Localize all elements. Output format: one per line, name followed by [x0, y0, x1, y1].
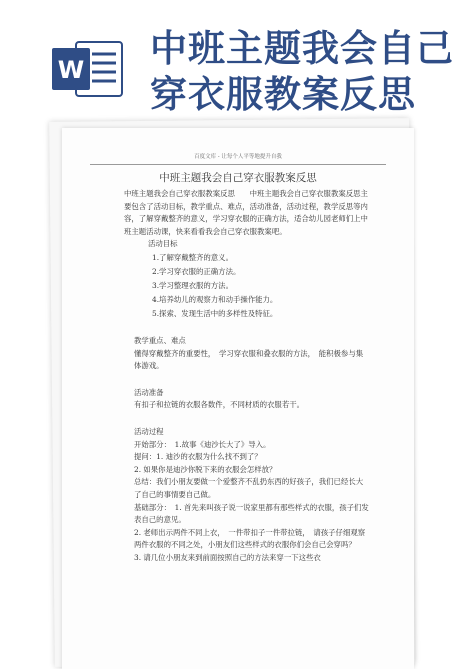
goals-heading: 活动目标 — [148, 239, 178, 249]
document-page — [62, 128, 414, 669]
process-step: 开始部分： 1.故事《迪沙长大了》导入。 — [134, 439, 271, 449]
intro-paragraph: 中班主题我会自己穿衣服教案反思 中班主题我会自己穿衣服教案反思主要包含了活动目标，教学重点、难点，活动准备，活动过程，教学反思等内容，了解穿戴整齐的意义，学习穿衣服的正确方法，适合幼儿园老师们上中班主题活动课，快来看看我会自己穿衣服教案吧。 — [124, 189, 368, 236]
document-body — [124, 188, 370, 564]
word-document-icon — [48, 36, 128, 102]
banner-title — [150, 26, 460, 118]
process-step: 2. 如果你是迪沙你脱下来的衣服会怎样放？ — [134, 464, 277, 474]
process-step: 总结：我们小朋友要做一个爱整齐不乱扔东西的好孩子，我们已经长大了自己的事情要自己做。 — [134, 477, 364, 499]
process-heading: 活动过程 — [134, 426, 164, 436]
process-step: 提问：1. 迪沙的衣服为什么找不到了？ — [134, 452, 262, 462]
goal-item: 4.培养幼儿的观察力和动手操作能力。 — [152, 294, 278, 304]
banner-title-line-2: 穿衣服教案反思 — [150, 73, 416, 116]
key-points-text: 懂得穿戴整齐的重要性， 学习穿衣服和叠衣服的方法， 能积极参与集体游戏。 — [134, 348, 364, 371]
preparation-text: 有扣子和拉链的衣服各数件，不同材质的衣服若干。 — [134, 400, 304, 410]
page-header: 百度文库 - 让每个人平等地提升自我 — [90, 152, 386, 165]
process-step: 3. 请几位小朋友来到前面按照自己的方法来穿一下这些衣 — [134, 552, 321, 562]
goal-item: 2.学习穿衣服的正确方法。 — [152, 266, 241, 276]
document-title: 中班主题我会自己穿衣服教案反思 — [159, 172, 317, 184]
goal-item: 5.探索、发现生活中的多样性及特征。 — [152, 308, 278, 318]
key-points-heading: 教学重点、难点 — [134, 335, 186, 345]
goals-list — [124, 251, 370, 321]
banner — [0, 0, 474, 118]
goal-item: 1.了解穿戴整齐的意义。 — [152, 252, 233, 262]
goal-item: 3.学习整理衣服的方法。 — [152, 280, 233, 290]
preparation-heading: 活动准备 — [134, 387, 164, 397]
process-step: 2. 老师出示两件不同上衣， 一件带扣子一件带拉链， 请孩子仔细观察两件衣服的不同之处，小朋友们这些样式的衣服你们会自己会穿吗？ — [134, 527, 366, 550]
banner-title-line-1: 中班主题我会自己 — [150, 27, 454, 70]
process-step: 基础部分： 1. 首先来叫孩子说一说家里都有那些样式的衣服，孩子们发表自己的意见。 — [134, 502, 369, 525]
svg-text:W: W — [57, 56, 85, 84]
